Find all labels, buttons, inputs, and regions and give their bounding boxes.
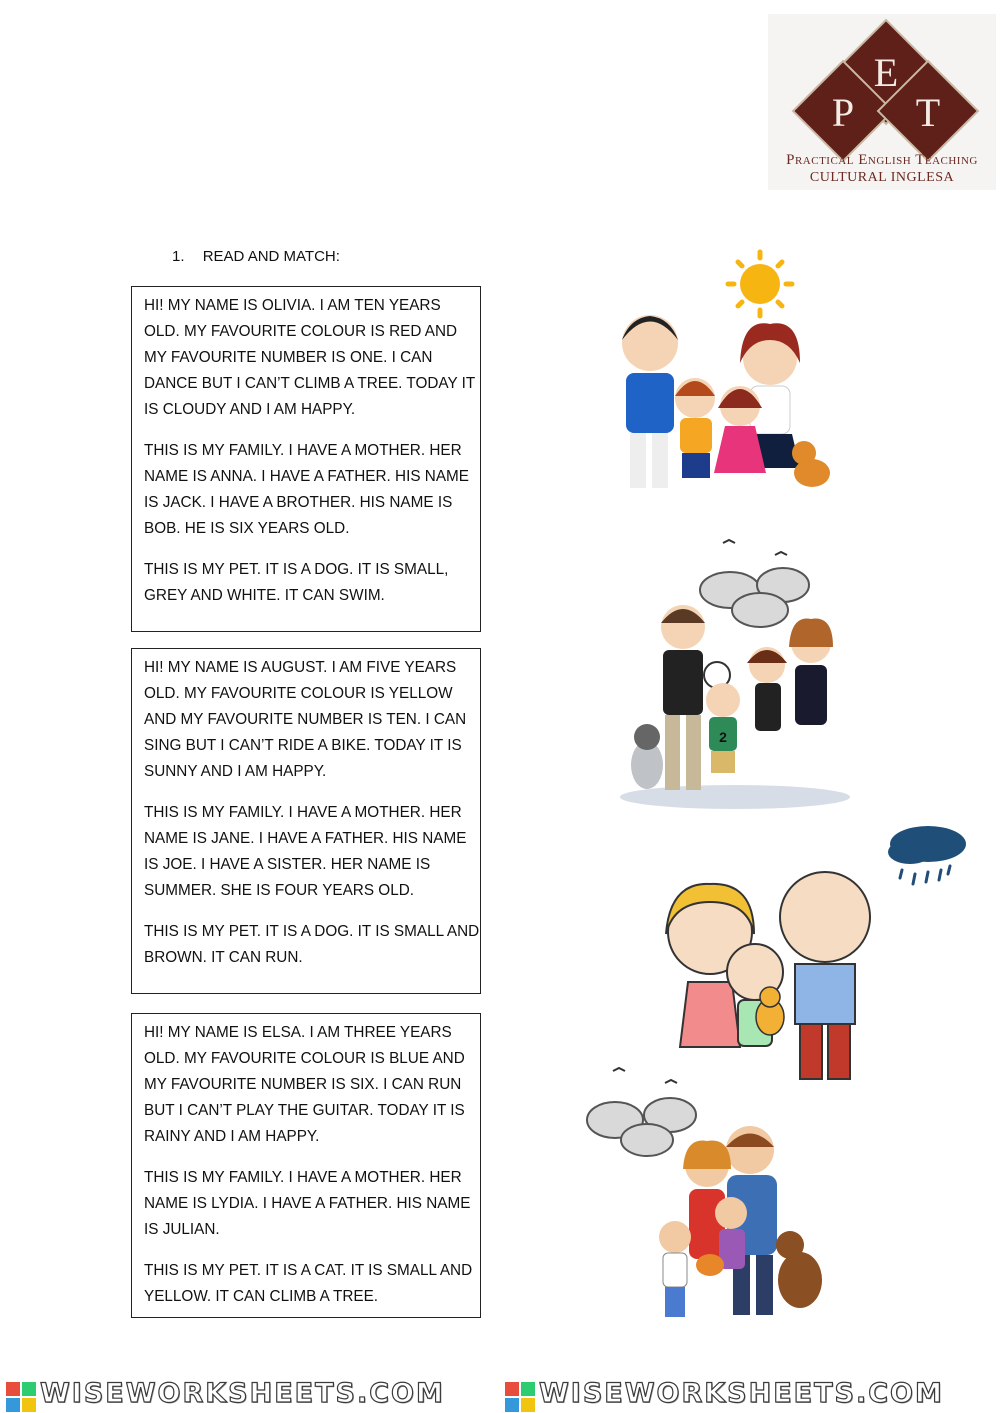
wiseworksheets-badge-icon xyxy=(505,1382,535,1412)
instruction xyxy=(172,248,340,265)
paragraph-pet: THIS IS MY PET. IT IS A CAT. IT IS SMALL AND YELLOW. IT CAN CLIMB A TREE. xyxy=(144,1262,473,1305)
paragraph-family: THIS IS MY FAMILY. I HAVE A MOTHER. HER NAME IS ANNA. I HAVE A FATHER. HIS NAME IS JACK. I HAVE A BROTHER. HIS NAME IS BOB. HE IS SIX YEARS OLD. xyxy=(144,442,469,537)
sunny-family-picture xyxy=(590,248,850,503)
boy-figure xyxy=(706,683,740,773)
paragraph-pet: THIS IS MY PET. IT IS A DOG. IT IS SMALL AND BROWN. IT CAN RUN. xyxy=(144,923,480,966)
mother-figure xyxy=(789,619,833,725)
logo-line-2: CULTURAL INGLESA xyxy=(809,170,955,185)
bird-icon xyxy=(613,1068,677,1083)
dog-icon xyxy=(776,1231,822,1308)
text-box-elsa xyxy=(131,1013,481,1318)
boy-figure xyxy=(659,1221,691,1317)
paragraph-pet: THIS IS MY PET. IT IS A DOG. IT IS SMALL, GREY AND WHITE. IT CAN SWIM. xyxy=(144,561,449,604)
cloudy-family-dog-picture xyxy=(585,1065,840,1330)
paragraph-intro: HI! MY NAME IS ELSA. I AM THREE YEARS OLD. MY FAVOURITE COLOUR IS BLUE AND MY FAVOURITE NUMBER IS SIX. I CAN RUN BUT I CAN’T PLAY THE GUITAR. TODAY IT IS RAINY AND I AM HAPPY. xyxy=(144,1024,465,1145)
wiseworksheets-badge-icon xyxy=(6,1382,36,1412)
jersey-number: 2 xyxy=(719,729,727,745)
paragraph-family: THIS IS MY FAMILY. I HAVE A MOTHER. HER NAME IS LYDIA. I HAVE A FATHER. HIS NAME IS JULIAN. xyxy=(144,1169,471,1238)
father-figure xyxy=(780,872,870,1079)
paragraph-intro: HI! MY NAME IS AUGUST. I AM FIVE YEARS OLD. MY FAVOURITE COLOUR IS YELLOW AND MY FAVOURITE NUMBER IS TEN. I CAN SING BUT I CAN’T RIDE A BIKE. TODAY IT IS SUNNY AND I AM HAPPY. xyxy=(144,659,467,780)
bird-icon xyxy=(723,540,787,555)
watermark-text: WISEWORKSHEETS.COM xyxy=(40,1378,445,1409)
girl-figure xyxy=(747,647,787,731)
father-figure xyxy=(661,605,705,790)
logo-letter-e: E xyxy=(873,50,899,95)
instruction-text: READ AND MATCH: xyxy=(202,248,340,265)
cat-icon xyxy=(756,987,784,1035)
watermark-text: WISEWORKSHEETS.COM xyxy=(539,1378,944,1409)
rainy-family-picture xyxy=(630,822,975,1084)
cloud-icon xyxy=(700,568,809,627)
cat-icon xyxy=(696,1254,724,1276)
instruction-number: 1. xyxy=(172,248,185,265)
boy-figure xyxy=(675,378,715,478)
husky-dog-icon xyxy=(631,724,663,789)
sun-icon xyxy=(728,252,792,316)
rain-cloud-icon xyxy=(888,826,966,884)
paragraph-intro: HI! MY NAME IS OLIVIA. I AM TEN YEARS OLD. MY FAVOURITE COLOUR IS RED AND MY FAVOURITE NUMBER IS ONE. I CAN DANCE BUT I CAN’T CLIMB A TREE. TODAY IT IS CLOUDY AND I AM HAPPY. xyxy=(144,297,475,418)
logo-letter-t: T xyxy=(915,90,941,135)
logo-letter-p: P xyxy=(831,90,855,135)
text-box-olivia xyxy=(131,286,481,632)
paragraph-family: THIS IS MY FAMILY. I HAVE A MOTHER. HER NAME IS JANE. I HAVE A FATHER. HIS NAME IS JOE. I HAVE A SISTER. HER NAME IS SUMMER. SHE IS FOUR YEARS OLD. xyxy=(144,804,467,899)
father-figure xyxy=(622,315,678,488)
text-box-august xyxy=(131,648,481,994)
cloudy-family-picture xyxy=(615,535,865,815)
cloud-icon xyxy=(587,1098,696,1156)
logo-line-1: Practical English Teaching xyxy=(786,152,978,168)
